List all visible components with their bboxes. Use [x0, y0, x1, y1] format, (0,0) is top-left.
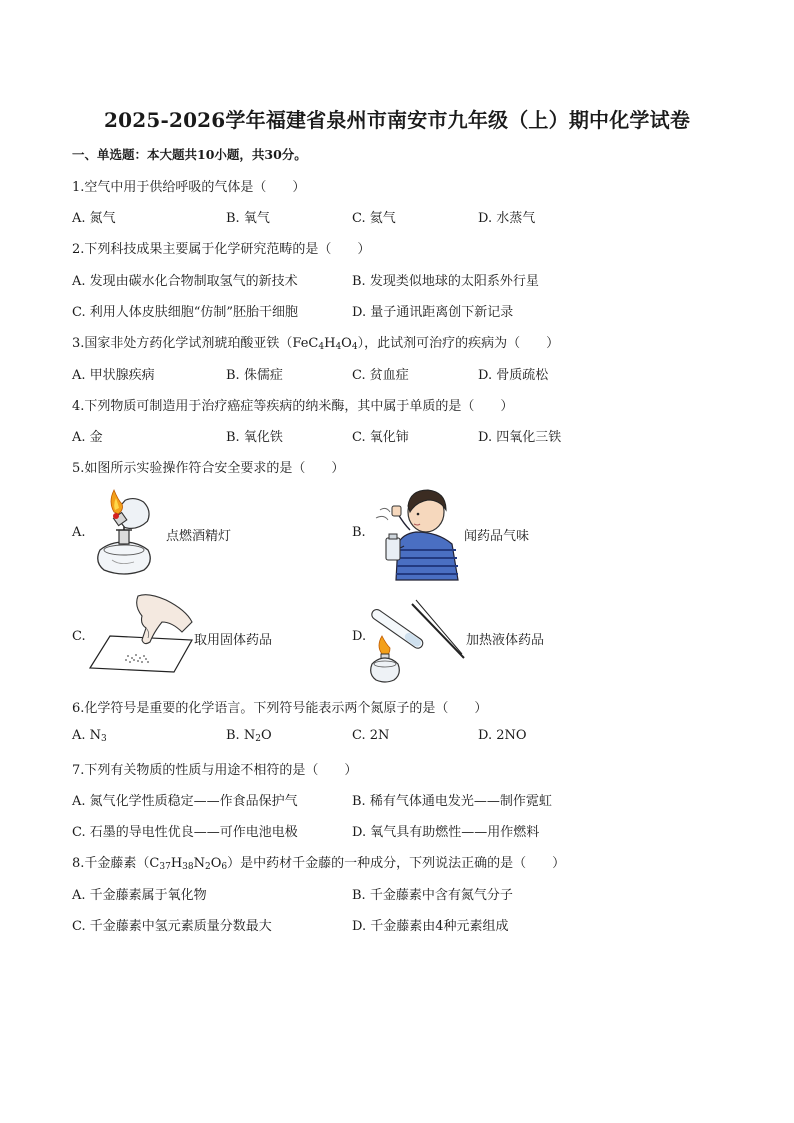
- question-5-option-b-caption: 闻药品气味: [464, 529, 530, 544]
- question-4-option-a: A. 金: [72, 430, 103, 445]
- question-1-stem: 1.空气中用于供给呼吸的气体是（ ）: [72, 180, 306, 195]
- question-5-option-d-caption: 加热液体药品: [466, 633, 545, 648]
- smelling-chemical-figure: [368, 484, 464, 580]
- question-8-option-d: D. 千金藤素由4种元素组成: [352, 919, 509, 934]
- question-5-option-c-caption: 取用固体药品: [194, 633, 273, 648]
- question-7-option-a: A. 氮气化学性质稳定——作食品保护气: [72, 794, 298, 809]
- question-8-option-b: B. 千金藤素中含有氮气分子: [352, 888, 513, 903]
- question-6-option-b: B. $N_2O$: [226, 728, 272, 744]
- question-4-option-b: B. 氧化铁: [226, 430, 283, 445]
- question-5-stem: 5.如图所示实验操作符合安全要求的是（ ）: [72, 461, 345, 476]
- section-heading: 一、单选题：本大题共10小题，共30分。: [72, 147, 307, 162]
- question-3-stem: 3.国家非处方药化学试剂琥珀酸亚铁$(FeC_4H_4O_4)$，此试剂可治疗的疾病为（ ）: [72, 336, 560, 352]
- question-8-stem: 8.千金藤素$(C_{37}H_{38}N_2O_6)$是中药材千金藤的一种成分，下列说法正确的是（ ）: [72, 856, 566, 872]
- question-4-option-c: C. 氧化铈: [352, 430, 409, 445]
- question-8-option-c: C. 千金藤素中氢元素质量分数最大: [72, 919, 272, 934]
- question-6-option-c: C. 2N: [352, 728, 390, 743]
- question-2-stem: 2.下列科技成果主要属于化学研究范畴的是（ ）: [72, 242, 371, 257]
- question-2-option-c: C. 利用人体皮肤细胞“仿制”胚胎干细胞: [72, 305, 299, 320]
- question-5-option-a-caption: 点燃酒精灯: [166, 529, 232, 544]
- question-2-option-d: D. 量子通讯距离创下新记录: [352, 305, 514, 320]
- question-3-option-d: D. 骨质疏松: [478, 368, 549, 383]
- question-3-option-b: B. 侏儒症: [226, 368, 283, 383]
- question-1-option-d: D. 水蒸气: [478, 211, 536, 226]
- question-6-option-a: A. $N_3$: [72, 728, 107, 744]
- question-5-option-b-letter: B.: [352, 525, 366, 540]
- page-title: 2025-2026学年福建省泉州市南安市九年级（上）期中化学试卷: [103, 108, 691, 132]
- question-5-option-c-letter: C.: [72, 629, 86, 644]
- alcohol-lamp-lighting-figure: [86, 486, 166, 578]
- question-3-option-c: C. 贫血症: [352, 368, 409, 383]
- question-1-option-a: A. 氮气: [72, 211, 116, 226]
- question-7-option-c: C. 石墨的导电性优良——可作电池电极: [72, 825, 298, 840]
- question-6-option-d: D. 2NO: [478, 728, 527, 743]
- heating-liquid-figure: [366, 592, 466, 684]
- question-1-option-c: C. 氦气: [352, 211, 396, 226]
- question-2-option-a: A. 发现由碳水化合物制取氢气的新技术: [72, 274, 298, 289]
- question-6-stem: 6.化学符号是重要的化学语言。下列符号能表示两个氮原子的是（ ）: [72, 701, 488, 716]
- question-1-option-b: B. 氧气: [226, 211, 270, 226]
- question-7-option-d: D. 氧气具有助燃性——用作燃料: [352, 825, 540, 840]
- question-4-stem: 4.下列物质可制造用于治疗癌症等疾病的纳米酶，其中属于单质的是（ ）: [72, 399, 514, 414]
- taking-solid-figure: [88, 592, 196, 674]
- question-8-option-a: A. 千金藤素属于氧化物: [72, 888, 207, 903]
- question-4-option-d: D. 四氧化三铁: [478, 430, 562, 445]
- question-2-option-b: B. 发现类似地球的太阳系外行星: [352, 274, 539, 289]
- question-7-stem: 7.下列有关物质的性质与用途不相符的是（ ）: [72, 763, 358, 778]
- question-5-option-a-letter: A.: [72, 525, 86, 540]
- question-3-option-a: A. 甲状腺疾病: [72, 368, 155, 383]
- question-5-option-d-letter: D.: [352, 629, 367, 644]
- question-7-option-b: B. 稀有气体通电发光——制作霓虹: [352, 794, 552, 809]
